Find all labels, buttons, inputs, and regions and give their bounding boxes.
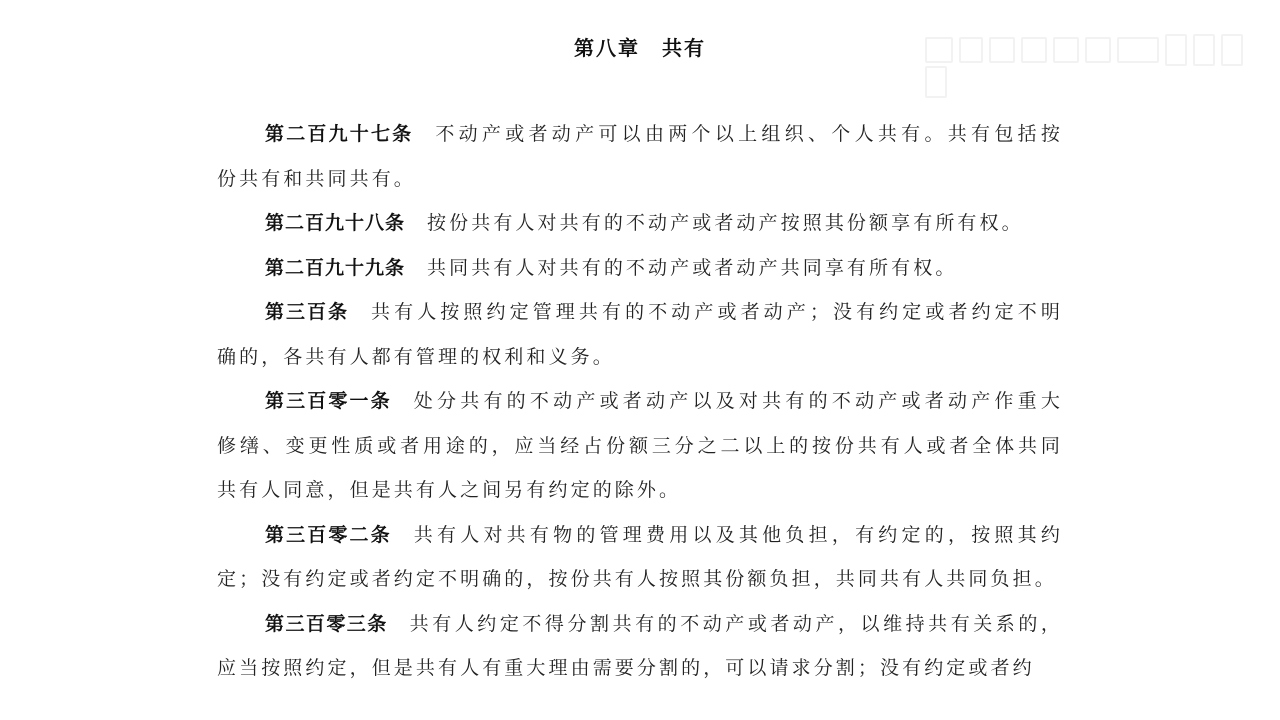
article-heading: 第二百九十九条 — [265, 256, 406, 279]
article-line — [217, 424, 1063, 469]
article-line — [217, 468, 1063, 513]
article — [217, 290, 1063, 379]
article — [217, 112, 1063, 201]
article-text: 共有人按照约定管理共有的不动产或者动产；没有约定或者约定不明 — [371, 301, 1063, 323]
article-heading: 第三百零二条 — [265, 523, 392, 546]
article-text: 份共有和共同共有。 — [217, 167, 416, 190]
article — [217, 201, 1063, 246]
article-text: 按份共有人对共有的不动产或者动产按照其份额享有所有权。 — [427, 212, 1024, 234]
article-text: 修缮、变更性质或者用途的，应当经占份额三分之二以上的按份共有人或者全体共同 — [217, 434, 1063, 457]
article-text: 共同共有人对共有的不动产或者动产共同享有所有权。 — [427, 256, 958, 279]
article-line — [217, 157, 1063, 202]
article-text: 不动产或者动产可以由两个以上组织、个人共有。共有包括按 — [435, 123, 1063, 145]
article-heading: 第二百九十八条 — [265, 212, 406, 234]
document-body — [217, 112, 1063, 691]
article-text: 共有人同意，但是共有人之间另有约定的除外。 — [217, 479, 682, 501]
article — [217, 379, 1063, 513]
article-text: 应当按照约定，但是共有人有重大理由需要分割的，可以请求分割；没有约定或者约 — [217, 657, 1035, 679]
article-line — [217, 602, 1063, 647]
article-line — [217, 513, 1063, 558]
article-heading: 第三百零一条 — [265, 390, 392, 412]
article-line — [217, 557, 1063, 602]
article-text: 处分共有的不动产或者动产以及对共有的不动产或者动产作重大 — [413, 390, 1063, 412]
article-text: 定；没有约定或者约定不明确的，按份共有人按照其份额负担，共同共有人共同负担。 — [217, 568, 1057, 590]
article-text: 共有人约定不得分割共有的不动产或者动产，以维持共有关系的， — [409, 612, 1063, 635]
article-heading: 第三百条 — [265, 301, 349, 323]
article-line — [217, 246, 1063, 291]
article-line — [217, 112, 1063, 157]
article-line — [217, 290, 1063, 335]
article-line — [217, 646, 1063, 691]
article — [217, 602, 1063, 691]
article — [217, 513, 1063, 602]
chapter-title: 第八章 共有 — [574, 36, 706, 60]
article-heading: 第三百零三条 — [265, 612, 388, 635]
article — [217, 246, 1063, 291]
article-text: 确的，各共有人都有管理的权利和义务。 — [217, 345, 615, 368]
article-line — [217, 379, 1063, 424]
article-text: 共有人对共有物的管理费用以及其他负担，有约定的，按照其约 — [413, 523, 1063, 546]
article-line — [217, 201, 1063, 246]
article-heading: 第二百九十七条 — [265, 123, 414, 145]
article-line — [217, 335, 1063, 380]
